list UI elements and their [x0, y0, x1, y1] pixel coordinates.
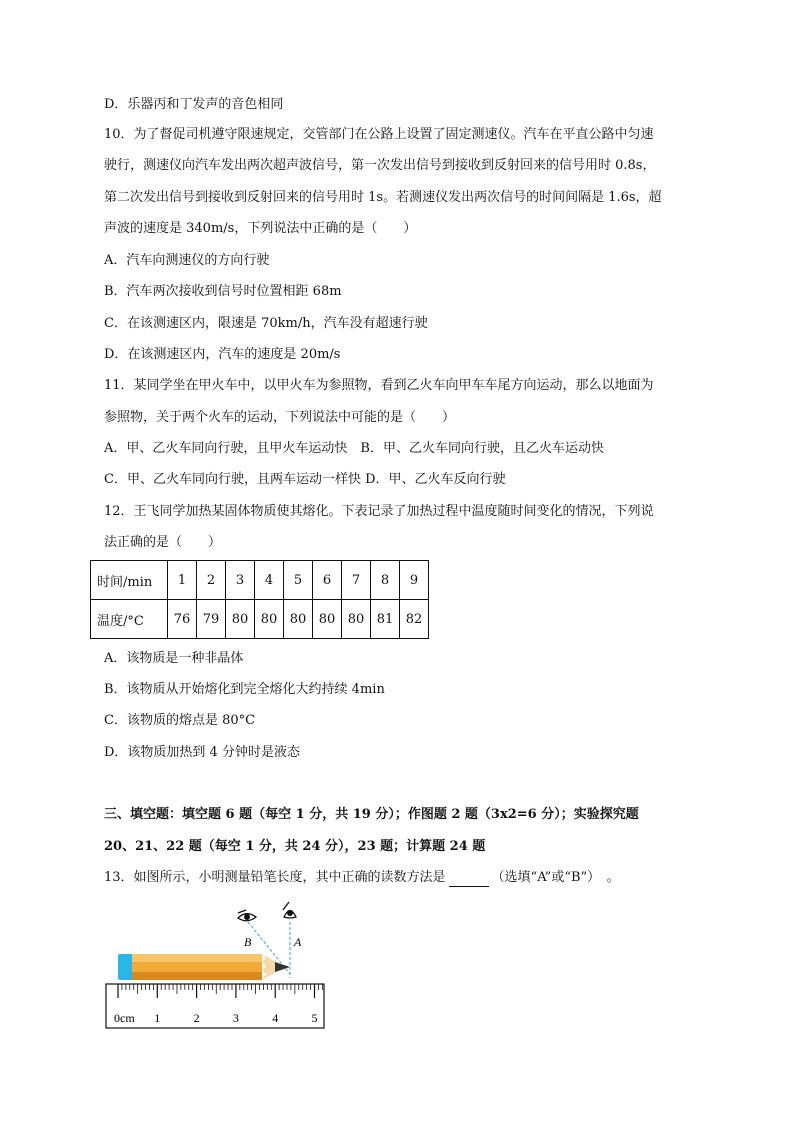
- time-cell: 3: [226, 561, 255, 600]
- ruler-number: 2: [193, 1011, 200, 1025]
- q11-stem-line-2: 参照物，关于两个火车的运动，下列说法中可能的是（ ）: [104, 410, 456, 425]
- q12-option-a: A．该物质是一种非晶体: [104, 651, 244, 666]
- label-b: B: [244, 935, 252, 949]
- temperature-cell: 81: [371, 600, 400, 639]
- time-cell: 5: [284, 561, 313, 600]
- q12-stem-line-1: 12．王飞同学加热某固体物质使其熔化。下表记录了加热过程中温度随时间变化的情况，下列说: [104, 504, 654, 519]
- time-cell: 6: [313, 561, 342, 600]
- time-cell: 2: [197, 561, 226, 600]
- time-cell: 4: [255, 561, 284, 600]
- time-row: [91, 561, 429, 600]
- ruler-number: 3: [232, 1011, 239, 1025]
- q10-stem-line-2: 驶行，测速仪向汽车发出两次超声波信号，第一次发出信号到接收到反射回来的信号用时 0.8s，: [104, 158, 656, 173]
- q11-options-cd: C．甲、乙火车同向行驶，且两车运动一样快 D．甲、乙火车反向行驶: [104, 472, 506, 487]
- temperature-cell: 80: [255, 600, 284, 639]
- q9-option-d: D．乐器丙和丁发声的音色相同: [104, 97, 284, 112]
- temperature-cell: 80: [284, 600, 313, 639]
- q12-option-c: C．该物质的熔点是 80°C: [104, 713, 256, 728]
- temperature-cell: 80: [313, 600, 342, 639]
- section-heading-line-1: 三、填空题：填空题 6 题（每空 1 分，共 19 分）；作图题 2 题（3x2=6 分）；实验探究题: [104, 807, 639, 822]
- q13-stem-prefix: 13．如图所示，小明测量铅笔长度，其中正确的读数方法是: [104, 870, 446, 885]
- temperature-header: 温度/°C: [91, 600, 168, 639]
- temperature-cell: 82: [400, 600, 429, 639]
- eye-b-icon: [238, 910, 256, 921]
- q12-stem-line-2: 法正确的是（ ）: [104, 535, 222, 550]
- eye-a-icon: [283, 902, 296, 918]
- ruler-unit-label: 0cm: [114, 1011, 135, 1025]
- q10-stem-line-1: 10．为了督促司机遵守限速规定，交管部门在公路上设置了固定测速仪。汽车在平直公路中匀速: [104, 127, 654, 142]
- q11-stem-line-1: 11．某同学坐在甲火车中，以甲火车为参照物，看到乙火车向甲车车尾方向运动，那么以地面为: [104, 378, 654, 393]
- q10-option-d: D．在该测速区内，汽车的速度是 20m/s: [104, 347, 341, 362]
- q10-option-c: C．在该测速区内，限速是 70km/h，汽车没有超速行驶: [104, 316, 428, 331]
- temperature-table: [90, 560, 429, 639]
- temperature-cell: 76: [168, 600, 197, 639]
- time-cell: 7: [342, 561, 371, 600]
- q10-option-b: B．汽车两次接收到信号时位置相距 68m: [104, 284, 342, 299]
- answer-blank: [449, 873, 489, 887]
- ruler-number: 4: [272, 1011, 279, 1025]
- time-cell: 1: [168, 561, 197, 600]
- q11-options-ab: A．甲、乙火车同向行驶，且甲火车运动快 B．甲、乙火车同向行驶，且乙火车运动快: [104, 441, 604, 456]
- ruler-body: [106, 984, 324, 1028]
- pencil: [118, 954, 290, 980]
- pencil-eraser: [118, 954, 134, 980]
- temperature-cell: 79: [197, 600, 226, 639]
- temperature-cell: 80: [226, 600, 255, 639]
- q13-stem-suffix: （选填“A”或“B”） 。: [491, 870, 620, 885]
- label-a: A: [294, 935, 302, 949]
- ruler: [106, 984, 324, 1028]
- q10-stem-line-4: 声波的速度是 340m/s，下列说法中正确的是（ ）: [104, 221, 417, 236]
- q12-option-d: D．该物质加热到 4 分钟时是液态: [104, 745, 300, 760]
- ruler-number: 1: [154, 1011, 161, 1025]
- temperature-cell: 80: [342, 600, 371, 639]
- section-heading-line-2: 20、21、22 题（每空 1 分，共 24 分），23 题；计算题 24 题: [104, 839, 486, 854]
- q10-stem-line-3: 第二次发出信号到接收到反射回来的信号用时 1s。若测速仪发出两次信号的时间间隔是 1.6s，超: [104, 190, 662, 205]
- temperature-row: [91, 600, 429, 639]
- pencil-ruler-figure: [100, 896, 330, 1036]
- time-cell: 9: [400, 561, 429, 600]
- time-cell: 8: [371, 561, 400, 600]
- q10-option-a: A．汽车向测速仪的方向行驶: [104, 253, 270, 268]
- time-header: 时间/min: [91, 561, 168, 600]
- q12-option-b: B．该物质从开始熔化到完全熔化大约持续 4min: [104, 682, 385, 697]
- q13-stem: [104, 869, 620, 887]
- ruler-number: 5: [311, 1011, 318, 1025]
